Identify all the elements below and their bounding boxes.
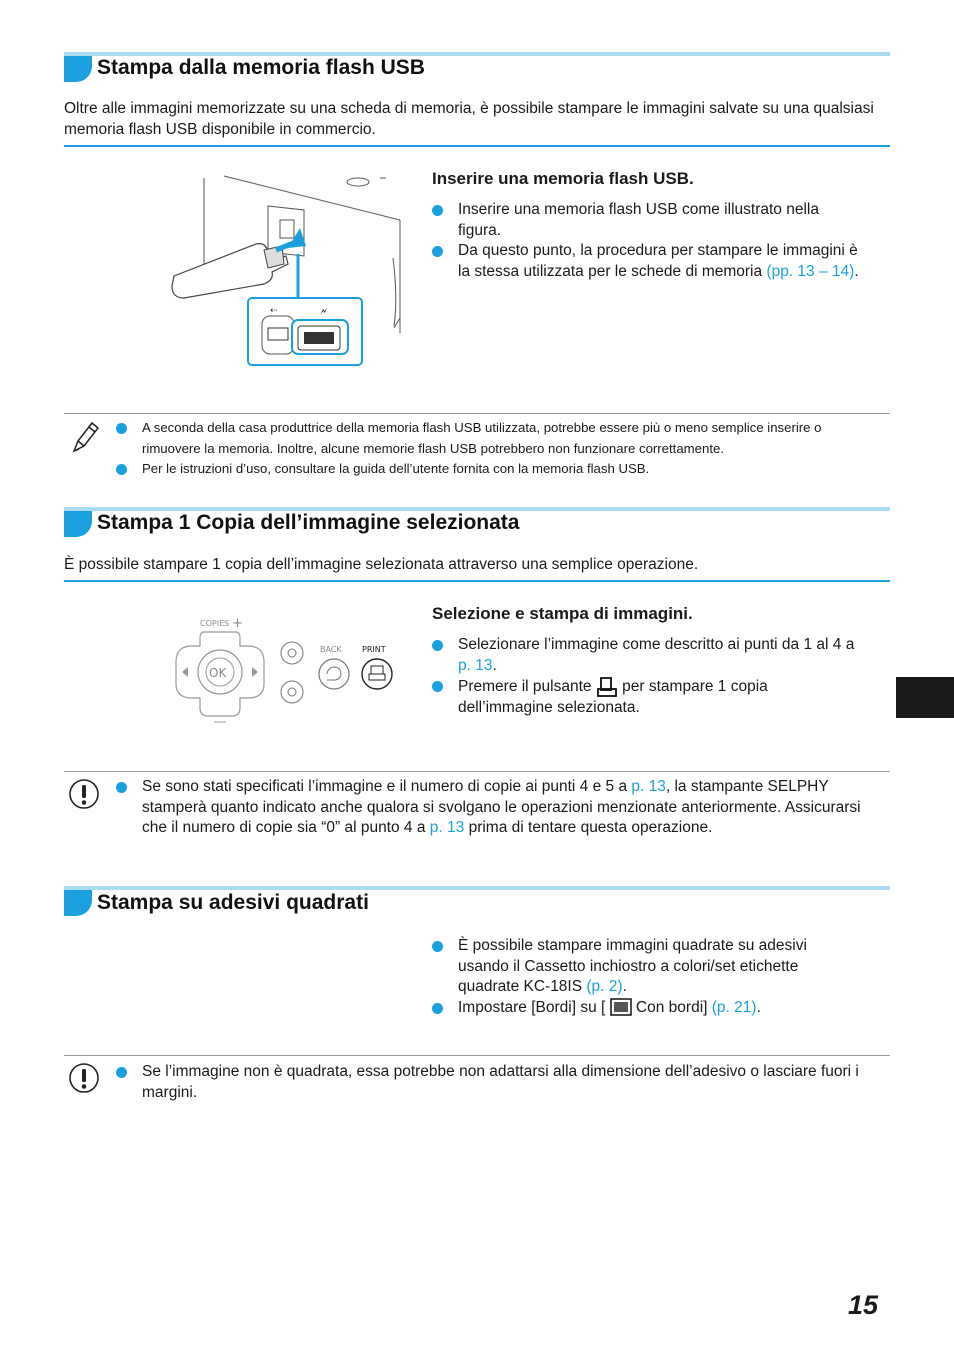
bullet-text-end: . (492, 656, 497, 674)
page-link[interactable]: (p. 2) (586, 978, 623, 995)
list-item (432, 635, 862, 676)
note-list-usb (116, 418, 876, 480)
bullet-text-end: . (854, 262, 859, 280)
section-title-single-copy: Stampa 1 Copia dell’immagine selezionata (97, 511, 520, 534)
bullet-text: Con bordi] (631, 998, 712, 1016)
bullet-icon (116, 782, 127, 793)
list-item (116, 1062, 876, 1103)
usb-insert-illustration (168, 168, 404, 372)
section-tab-marker (64, 56, 92, 82)
page-link[interactable]: p. 13 (458, 656, 493, 674)
bullet-icon (116, 464, 127, 475)
note-rule (64, 413, 890, 414)
warning-text: , la stampante SELPHY stamperà quanto indicato anche qualora si svolgano le operazioni menzionate anteriormente. Assicurarsi che il numero di copie sia “0” al punto 4 a (142, 778, 861, 836)
section-tab-marker (64, 511, 92, 537)
svg-text:+: + (232, 616, 243, 631)
page-link[interactable]: p. 13 (631, 778, 666, 795)
warning-text: prima di tentare questa operazione. (464, 819, 713, 836)
list-item (432, 200, 862, 241)
chapter-side-tab (896, 677, 954, 718)
warning-text: Se l’immagine non è quadrata, essa potrebbe non adattarsi alla dimensione dell’adesivo o lasciare fuori i margini. (142, 1063, 859, 1101)
bullet-icon (432, 640, 443, 651)
section-bar (64, 886, 890, 890)
bullet-icon (432, 681, 443, 692)
select-print-step-list (432, 635, 862, 719)
list-item (116, 459, 876, 480)
list-item (432, 998, 862, 1019)
bullet-icon (116, 1067, 127, 1078)
ok-label: OK (209, 666, 227, 680)
list-item (116, 418, 876, 459)
section-rule (64, 145, 890, 147)
usb-step-list (432, 200, 862, 282)
warning-exclamation-icon (68, 778, 100, 810)
page-link[interactable]: (pp. 13 – 14) (766, 262, 855, 280)
copies-label: COPIES (200, 619, 230, 628)
warning-text: Se sono stati specificati l’immagine e il numero di copie ai punti 4 e 5 a (142, 778, 632, 795)
bullet-text-end: per stampare 1 copia dell’immagine selezionata. (458, 678, 768, 716)
page-number: 15 (848, 1290, 879, 1320)
step-title-select-print: Selezione e stampa di immagini. (432, 604, 693, 623)
bullet-text: È possibile stampare immagini quadrate su adesivi usando il Cassetto inchiostro a colori/set etichette quadrate KC-18IS (458, 937, 807, 995)
bullet-text: Da questo punto, la procedura per stampare le immagini è la stessa utilizzata per le schede di memoria (458, 242, 858, 280)
section-title-square-stickers: Stampa su adesivi quadrati (97, 891, 369, 914)
border-frame-icon (610, 998, 632, 1016)
page-link[interactable]: p. 13 (429, 819, 465, 836)
note-rule (64, 771, 890, 772)
section-rule (64, 580, 890, 582)
print-label: PRINT (362, 645, 386, 654)
step-title-usb: Inserire una memoria flash USB. (432, 169, 694, 188)
list-item (432, 241, 862, 282)
note-text: Per le istruzioni d’uso, consultare la guida dell’utente fornita con la memoria flash USB. (142, 461, 650, 476)
bullet-icon (116, 423, 127, 434)
bullet-icon (432, 205, 443, 216)
section-tab-marker (64, 890, 92, 916)
back-label: BACK (320, 645, 342, 654)
pencil-note-icon (70, 420, 100, 454)
square-stickers-list (432, 936, 862, 1018)
control-panel-illustration (168, 612, 404, 728)
svg-text:⇠: ⇠ (270, 306, 278, 316)
bullet-icon (432, 941, 443, 952)
list-item (432, 676, 862, 719)
bullet-text-end: . (756, 998, 761, 1016)
list-item (116, 777, 876, 839)
note-rule (64, 1055, 890, 1056)
bullet-icon (432, 1003, 443, 1014)
bullet-text: Inserire una memoria flash USB come illustrato nella figura. (458, 201, 819, 239)
warning-list-single-copy (116, 777, 876, 839)
bullet-text-end: . (622, 978, 627, 995)
bullet-icon (432, 246, 443, 257)
bullet-text: Premere il pulsante (458, 678, 596, 696)
note-text: A seconda della casa produttrice della memoria flash USB utilizzata, potrebbe essere più o meno semplice inserire o rimuovere la memoria. Inoltre, alcune memorie flash USB potrebbero non funzionare correttamente. (142, 420, 822, 456)
bullet-text: Selezionare l’immagine come descritto ai punti da 1 al 4 a (458, 636, 855, 653)
list-item (432, 936, 862, 998)
section-title-usb: Stampa dalla memoria flash USB (97, 56, 425, 79)
print-button-icon (596, 676, 618, 698)
warning-list-square-stickers (116, 1062, 876, 1103)
section-intro-usb: Oltre alle immagini memorizzate su una scheda di memoria, è possibile stampare le immagini salvate su una qualsiasi memoria flash USB disponibile in commercio. (64, 100, 874, 138)
section-intro-single-copy: È possibile stampare 1 copia dell’immagine selezionata attraverso una semplice operazione. (64, 556, 699, 573)
page-link[interactable]: (p. 21) (711, 998, 757, 1016)
bullet-text: Impostare [Bordi] su [ (458, 998, 610, 1016)
svg-text:🗲: 🗲 (320, 305, 328, 318)
warning-exclamation-icon (68, 1062, 100, 1094)
